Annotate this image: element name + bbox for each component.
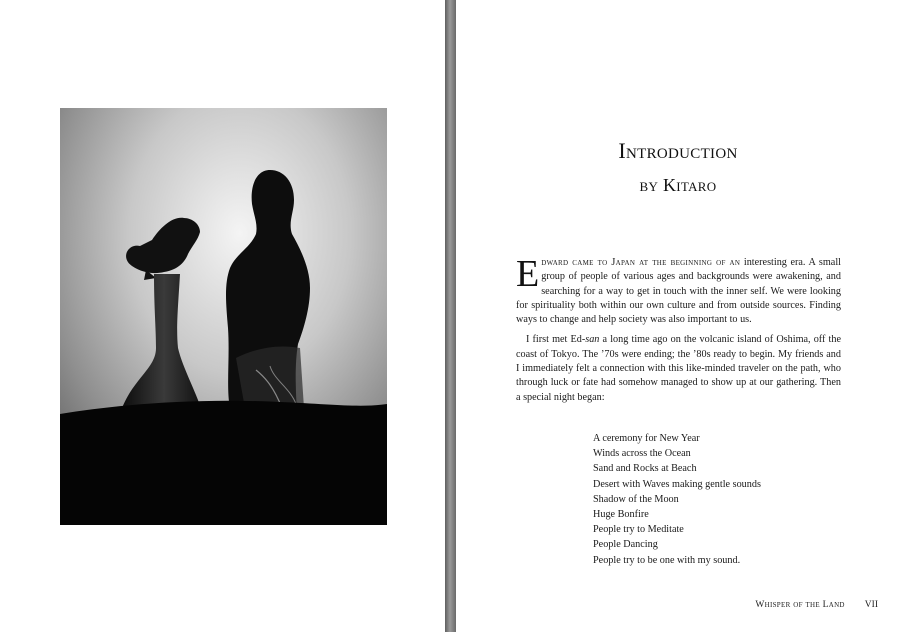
silhouette-photo (60, 108, 387, 525)
poem-line: Huge Bonfire (593, 509, 649, 521)
chapter-title: Introduction (618, 138, 738, 163)
paragraph-1 (516, 253, 841, 327)
poem-line: A ceremony for New Year (593, 433, 700, 444)
book-gutter (445, 0, 456, 632)
poem-line: Sand and Rocks at Beach (593, 463, 697, 475)
paragraph-2-italic: san (585, 334, 600, 346)
paragraph-2-before: I first met Ed- (526, 334, 586, 346)
poem (593, 431, 761, 568)
poem-line: People try to be one with my sound. (593, 554, 741, 566)
paragraph-2 (516, 333, 841, 404)
paragraph-2-after: a long time ago on the volcanic island of Oshima, off the coast of Tokyo. The ’70s were ending; the ’80s ready to begin. My friends and I immediately felt a connection with this like-minded traveler on the path, who through luck or fate had somehow managed to show up at our gathering. Then a special night began: (516, 334, 841, 403)
footer-book-title: Whisper of the Land (755, 600, 845, 610)
chapter-author: by Kitaro (639, 175, 717, 195)
poem-line: People try to Meditate (593, 524, 684, 536)
paragraph-1-text: interesting era. A small group of people of various ages and backgrounds were awakening, and searching for a way to get in touch with the inner self. We were looking for spirituality both within our own culture and from outside sources. Finding ways to change and help society was also important to us. (516, 257, 841, 326)
poem-line: Shadow of the Moon (593, 493, 679, 505)
page-number: VII (864, 600, 878, 610)
poem-line: Winds across the Ocean (593, 448, 691, 460)
poem-line: Desert with Waves making gentle sounds (593, 478, 761, 490)
left-page (0, 0, 445, 632)
drop-cap: E (516, 253, 540, 295)
paragraph-1-lead: dward came to Japan at the beginning of an (541, 257, 741, 268)
running-footer (755, 600, 878, 610)
poem-line: People Dancing (593, 539, 658, 551)
intro-body (516, 253, 841, 411)
right-page (456, 0, 900, 632)
chapter-heading (456, 138, 900, 196)
